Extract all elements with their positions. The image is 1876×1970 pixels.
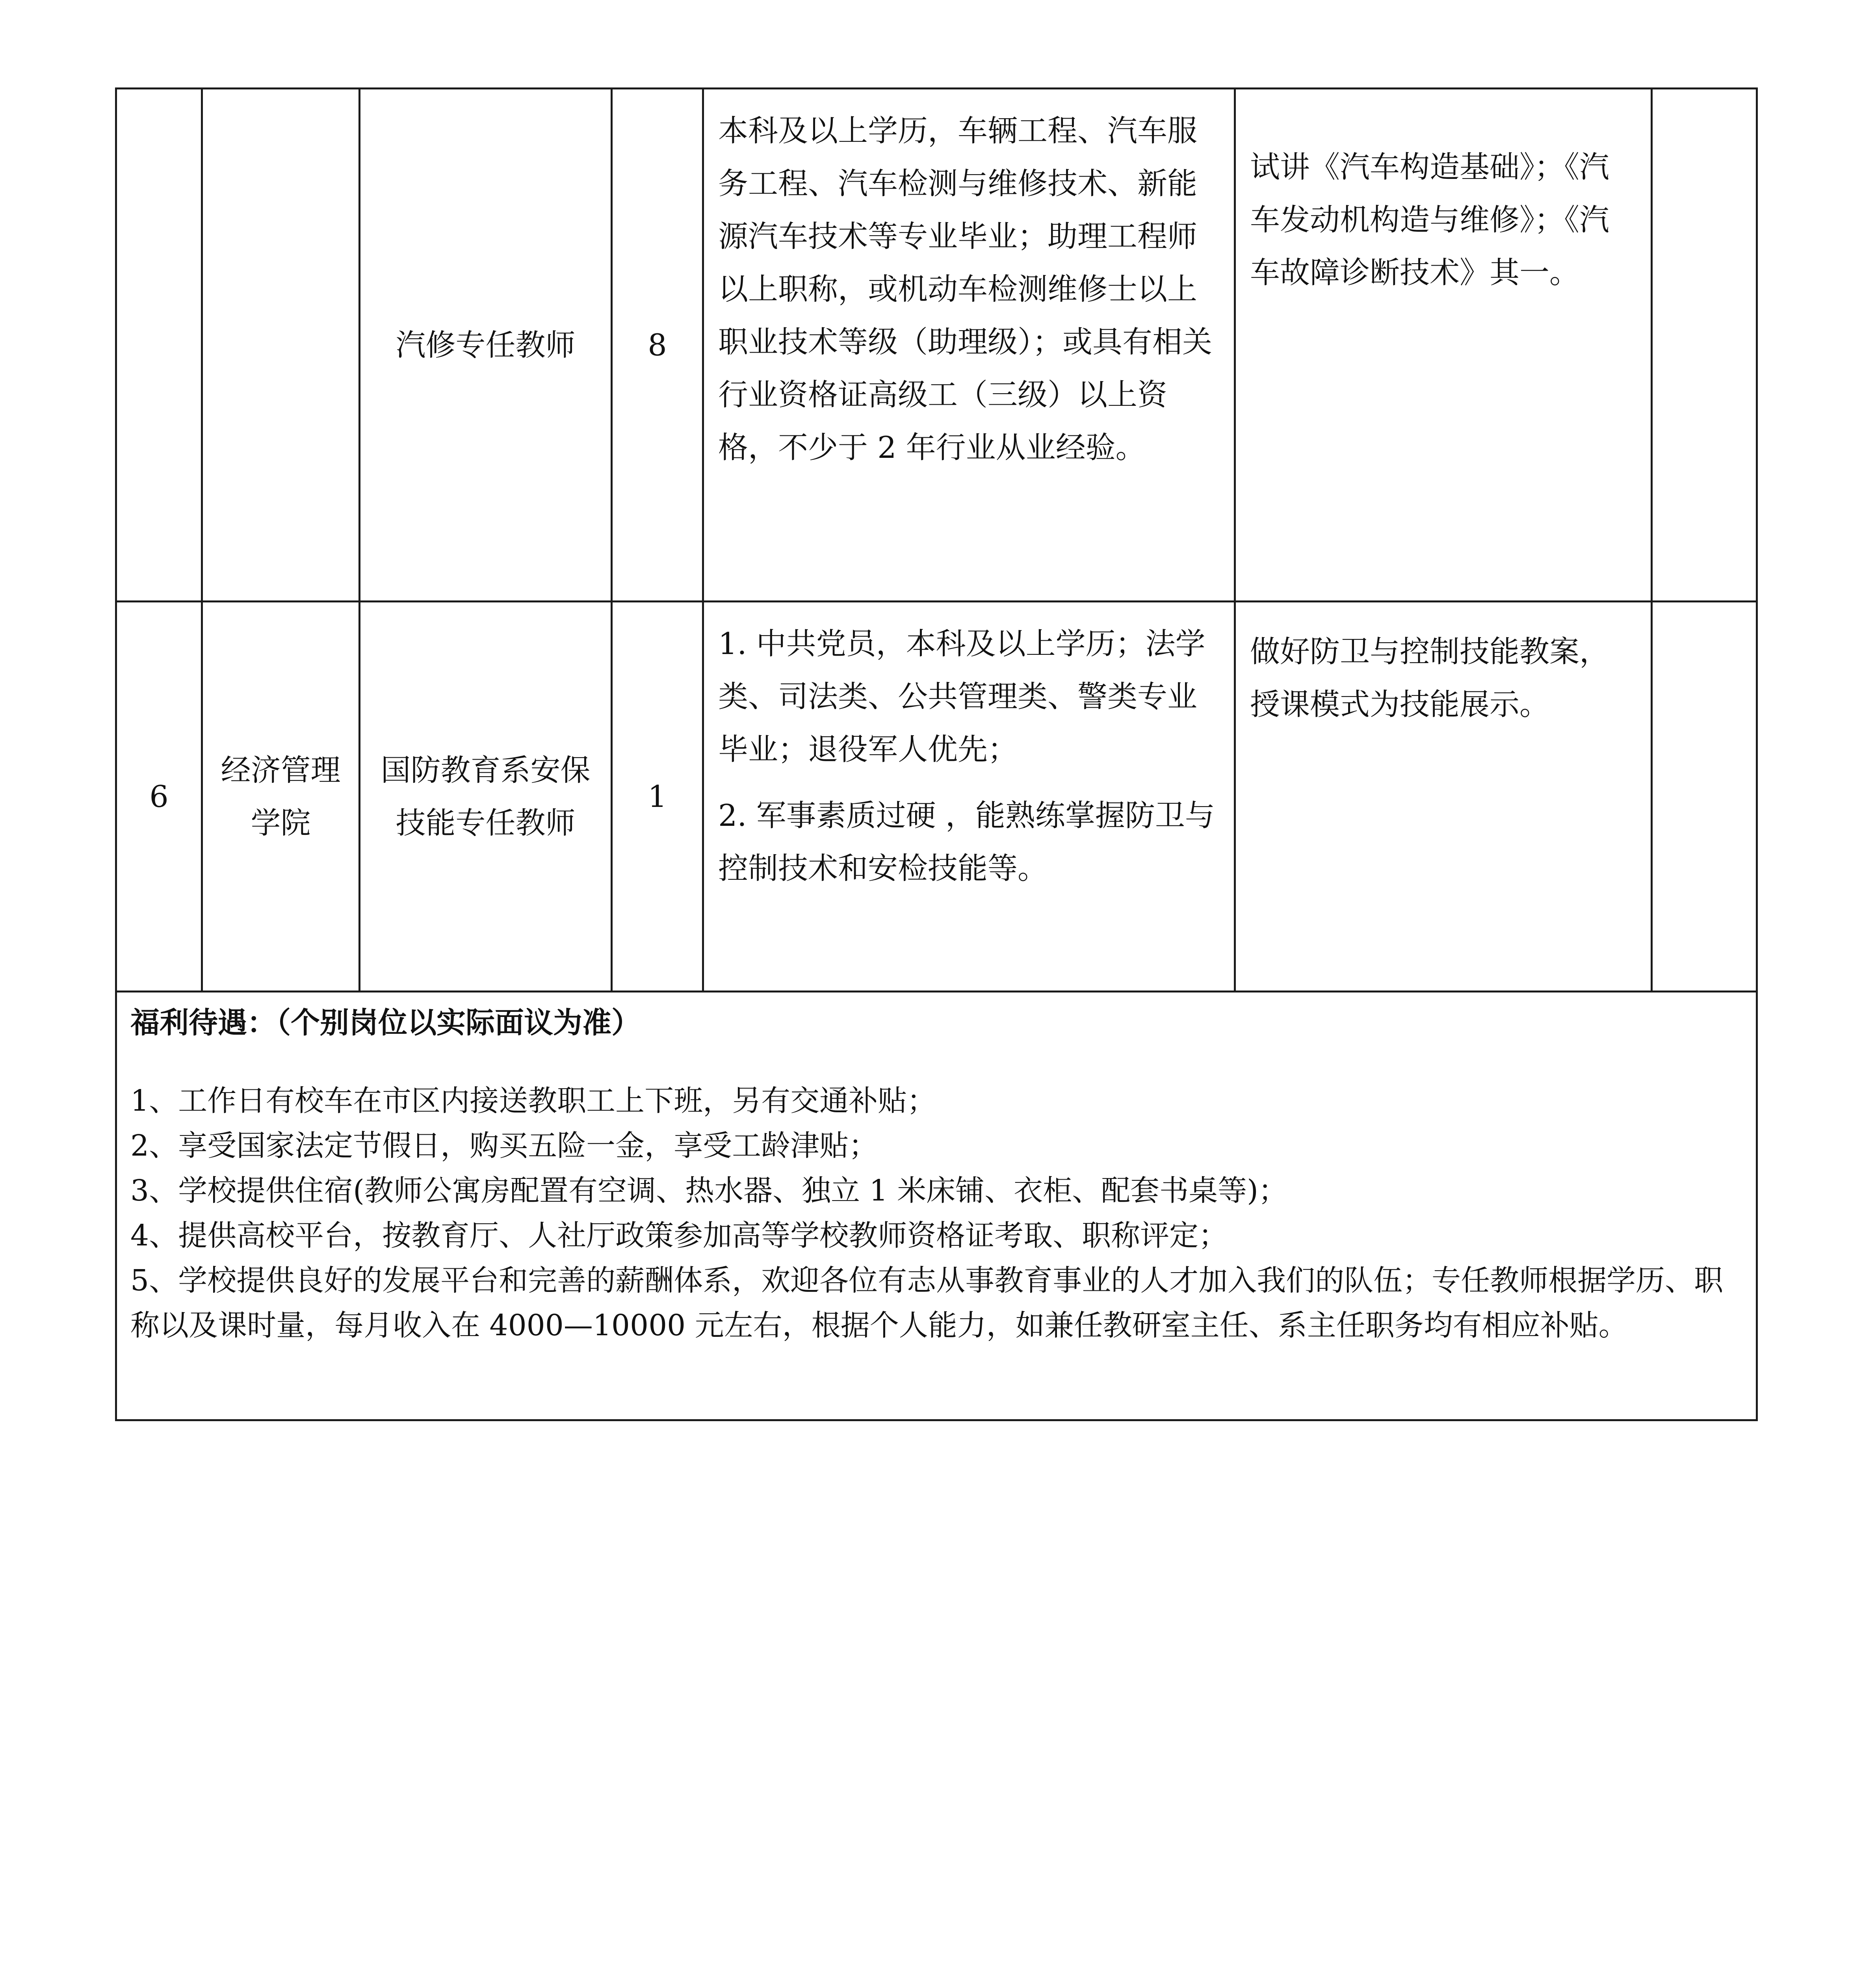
- table-row: [116, 89, 1757, 602]
- benefit-item: 5、学校提供良好的发展平台和完善的薪酬体系，欢迎各位有志从事教育事业的人才加入我们的队伍；专任教师根据学历、职称以及课时量，每月收入在 4000—10000 元左右，根据个人能力，如兼任教研室主任、系主任职务均有相应补贴。: [130, 1264, 1724, 1342]
- count-cell: 1: [612, 602, 703, 992]
- benefit-item: 4、提供高校平台，按教育厅、人社厅政策参加高等学校教师资格证考取、职称评定；: [130, 1219, 1228, 1253]
- exam-cell: 试讲《汽车构造基础》；《汽车发动机构造与维修》；《汽车故障诊断技术》其一。: [1235, 89, 1652, 602]
- recruitment-table: [115, 87, 1758, 1421]
- count-cell: 8: [612, 89, 703, 602]
- index-cell: [116, 89, 202, 602]
- exam-cell: 做好防卫与控制技能教案，授课模式为技能展示。: [1235, 602, 1652, 992]
- department-cell: [202, 89, 360, 602]
- benefit-item: 1、工作日有校车在市区内接送教职工上下班，另有交通补贴；: [130, 1084, 936, 1118]
- benefit-item: 2、享受国家法定节假日，购买五险一金，享受工龄津贴；: [130, 1129, 878, 1163]
- requirement-text: 本科及以上学历，车辆工程、汽车服务工程、汽车检测与维修技术、新能源汽车技术等专业毕业；助理工程师以上职称，或机动车检测维修士以上职业技术等级（助理级）；或具有相关行业资格证高级工（三级）以上资格，不少于 2 年行业从业经验。: [718, 113, 1212, 465]
- position-cell: 汽修专任教师: [360, 89, 612, 602]
- requirements-cell: [703, 602, 1235, 992]
- requirements-cell: [703, 89, 1235, 602]
- benefits-cell: [116, 992, 1757, 1420]
- index-cell: 6: [116, 602, 202, 992]
- remark-cell: [1652, 89, 1757, 602]
- requirement-text: 2. 军事素质过硬 ，能熟练掌握防卫与控制技术和安检技能等。: [718, 798, 1215, 886]
- remark-cell: [1652, 602, 1757, 992]
- benefit-item: 3、学校提供住宿(教师公寓房配置有空调、热水器、独立 1 米床铺、衣柜、配套书桌等)；: [130, 1174, 1287, 1208]
- benefits-title: 福利待遇：（个别岗位以实际面议为准）: [130, 1006, 641, 1040]
- position-cell: 国防教育系安保技能专任教师: [360, 602, 612, 992]
- department-cell: 经济管理学院: [202, 602, 360, 992]
- benefits-row: [116, 992, 1757, 1420]
- requirement-text: 1. 中共党员，本科及以上学历；法学类、司法类、公共管理类、警类专业毕业；退役军人优先；: [718, 626, 1205, 767]
- table-row: [116, 602, 1757, 992]
